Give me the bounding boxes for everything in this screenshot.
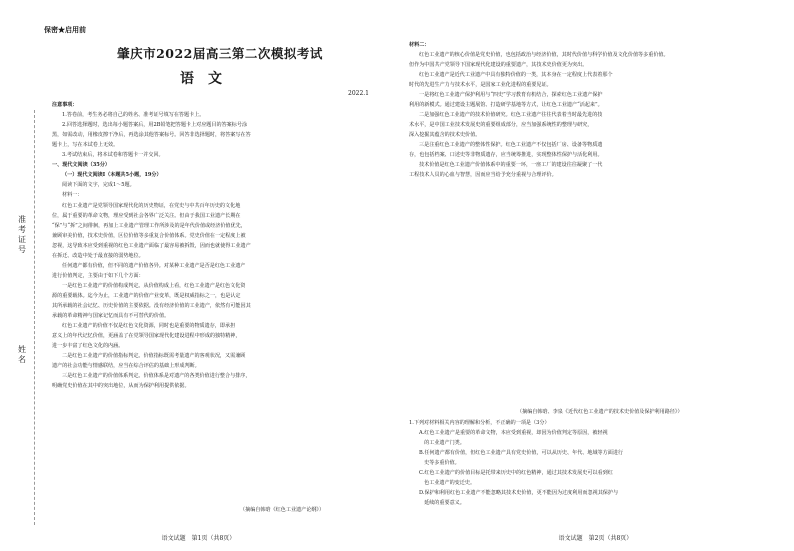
option-line: 延续的重要意义。: [419, 500, 465, 506]
text-line: 红色工业遗产的价值不仅是红色文化资源，同时也是重要的物质遗存，即承担: [62, 323, 236, 329]
text-line: 明确党史价值在其中的突出地位，从而为保护利用提供依据。: [52, 383, 190, 389]
option-line: D.保护和利用红色工业遗产不能忽略其技术史价值，更不能因为过度利用而忽视其保护与: [419, 490, 619, 496]
text-line: “保”与“拆”之间徘徊，再加上工业遗产管理工作所涉及的是年代价值或经济价值优先，: [52, 223, 246, 229]
note-line: 1.答卷前，考生务必将自己的姓名、准考证号填写在答题卡上。: [62, 112, 205, 118]
exam-date: 2022.1: [348, 90, 369, 97]
text-line: 忽视，这导致本应受到重视的红色工业遗产面临了最容易被拆毁，因而也就使得工业遗产: [52, 243, 251, 249]
source-citation: （摘编自韩晗、李泉《近代红色工业遗产的技术史价值及保护利用路径》）: [517, 409, 683, 415]
text-line: 时代的先进生产力与技术水平，是国家工业化进程的重要见证。: [409, 82, 552, 88]
text-line: 工程技术人员的心血与智慧，因而应当给予充分重视与合理评价。: [409, 172, 557, 178]
text-line: 一是将红色工业遗产保护利用与“四史”学习教育有机结合，探索红色工业遗产保护: [419, 92, 603, 98]
name-label: 姓名: [18, 345, 26, 364]
text-line: 术水平，是中国工业技术发展史的重要组成部分，应当加强系统性的整理与研究，: [409, 122, 593, 128]
text-line: 二是加强红色工业遗产的技术价值研究。红色工业遗产往往代表着当时最先进的技: [419, 112, 603, 118]
text-line: 承载的革命精神与国家记忆而具有不可替代的价值。: [52, 313, 170, 319]
notes-section: [52, 100, 389, 200]
page-footer: 语文试题 第2页（共8页）: [558, 535, 633, 542]
source-citation: （摘编自韩晗《红色工业遗产论纲》）: [240, 507, 325, 513]
exam-page-2: [397, 0, 794, 551]
instruction-text: 阅读下面的文字，完成1～5题。: [62, 182, 135, 188]
option-line: C.红色工业遗产的价值目标是托带来历史中的红色精神，通过其技术发展史可以看到红: [419, 470, 613, 476]
text-line: 技术价值是红色工业遗产价值体系中的重要一环，一座工厂的建设往往凝聚了一代: [419, 162, 603, 168]
text-line: 意义上的年代记忆价值，更涵盖了在党领导国家现代化建设进程中形成的独特精神，: [52, 333, 241, 339]
note-line: 2.回答选择题时，选出每小题答案后，用2B铅笔把答题卡上对应题目的答案标号涂: [62, 122, 248, 128]
text-line: 其所承载的社会记忆、历史价值的主要依据。没有经济价值的工业遗产，依然有可能因其: [52, 303, 251, 309]
text-line: 遗产的社会功能与情感联结，应当在综合评估的基础上形成判断。: [52, 363, 200, 369]
text-line: 在拆迁、改造中处于最直接的弱势地位。: [52, 253, 144, 259]
text-line: 兼顾审美价值，技术史价值，区位价值等多重复合价值体系。党史价值在一定程度上被: [52, 233, 246, 239]
text-line: 但作为中国共产党领导下国家现代化建设的重要遗产，其技术史价值更为突出。: [409, 62, 588, 68]
text-line: 红色工业遗产的核心价值是党史价值，也包括政治与经济价值，其时代价值与科学价值及文化价值等多重价值。: [419, 52, 669, 58]
option-line: 色工业遗产的变迁史。: [419, 480, 476, 486]
confidential-mark: 保密★启用前: [44, 25, 86, 34]
option-line: A.红色工业遗产是重要的革命文物，本应受到重视，却因为价值判定等原因，被轻视: [419, 430, 608, 436]
text-line: 进一步丰富了红色文化的内涵。: [52, 343, 124, 349]
text-line: 三是红色工业遗产的价值体系判定。价值体系是对遗产的各类价值进行整合与排序，: [62, 373, 251, 379]
material-two: [409, 40, 784, 180]
text-line: 位，属于重要的革命文物，理应受到社会各界广泛关注。但由于我国工业遗产长期在: [52, 213, 241, 219]
subsection-heading: （一）现代文阅读Ⅰ（本题共5小题，19分）: [62, 172, 162, 178]
option-line: B.任何遗产都有价值，但红色工业遗产具有党史价值，可以从历史、年代、地域等方面进行: [419, 450, 624, 456]
text-line: 红色工业遗产是近代工业遗产中具有独特价值的一类，其本身在一定程度上代表着那个: [419, 72, 613, 78]
text-line: 源的重要载体。迄今为止，工业遗产的价值产业变革，既是权威指标之一，也是认定: [52, 293, 241, 299]
text-line: 利用的新模式。通过建设主题展馆、打造研学基地等方式，让红色工业遗产“活起来”。: [409, 102, 603, 108]
section-heading: 一、现代文阅读（35分）: [52, 162, 111, 168]
text-line: 任何遗产都有价值，但不同的遗产价值各异。对某种工业遗产是否是红色工业遗产: [62, 263, 246, 269]
notes-heading: 注意事项：: [52, 102, 78, 108]
text-line: 一是红色工业遗产的价值构成判定。从价值构成上看，红色工业遗产是红色文化资: [62, 283, 246, 289]
note-line: 题卡上，写在本试卷上无效。: [52, 142, 119, 148]
option-line: 史等多重价值。: [419, 460, 460, 466]
note-line: 黑，如需改动，用橡皮擦干净后，再选涂其他答案标号。回答非选择题时，将答案写在答: [52, 132, 251, 138]
binding-line: [34, 110, 35, 525]
material-label: 材料二：: [409, 42, 430, 48]
text-line: 深入挖掘其蕴含的技术史价值。: [409, 132, 481, 138]
text-line: 红色工业遗产是党领导国家现代化的历史物证，在党史与中共百年历史的文化地: [62, 203, 241, 209]
note-line: 3.考试结束后，将本试卷和答题卡一并交回。: [62, 152, 164, 158]
question-stem: 1.下列对材料相关内容的理解和分析，不正确的一项是（3分）: [409, 420, 550, 426]
exam-title: 肇庆市2022届高三第二次模拟考试: [117, 46, 323, 61]
body-text: [52, 201, 389, 391]
option-line: 的工业遗产门类。: [419, 440, 465, 446]
text-line: 存，也包括档案、口述史等非物质遗存，应当统筹推进，实现整体性保护与活化利用。: [409, 152, 603, 158]
question-1: [409, 418, 784, 508]
exam-number-label: 准考证号: [18, 215, 26, 254]
subject-title: 语 文: [180, 71, 222, 87]
page-footer: 语文试题 第1页（共8页）: [161, 535, 236, 542]
text-line: 二是红色工业遗产的价值指标判定。价值指标既需考量遗产的客观状况，又需兼顾: [62, 353, 246, 359]
text-line: 三是注重红色工业遗产的整体性保护。红色工业遗产不仅包括厂房、设备等物质遗: [419, 142, 603, 148]
material-label: 材料一：: [62, 192, 83, 198]
text-line: 进行价值判定，主要由于如下几个方面：: [52, 273, 144, 279]
